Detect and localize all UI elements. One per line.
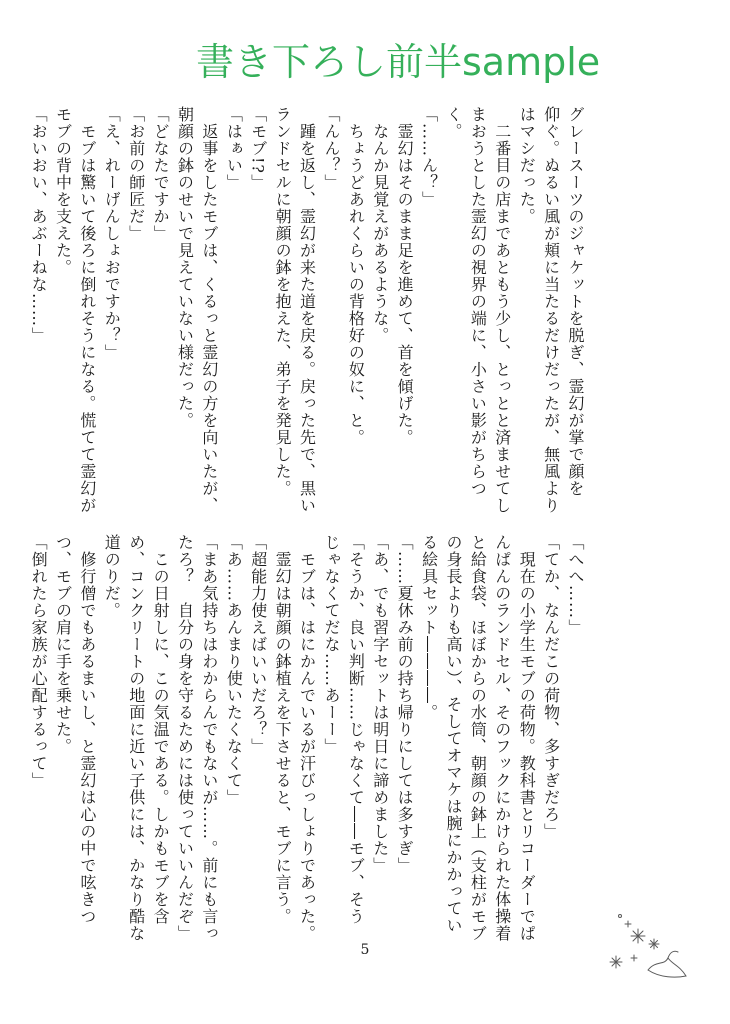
text-line: ランドセルに朝顔の鉢を抱えた、弟子を発見した。 bbox=[273, 106, 293, 497]
text-line: つ、モブの肩に手を乗せた。 bbox=[53, 534, 73, 755]
text-line: んぱんのランドセル、そのフックにかけられた体操着 bbox=[492, 534, 512, 942]
text-line: め、コンクリートの地面に近い子供には、かなり酷な bbox=[126, 534, 146, 942]
text-line: と給食袋、ほぼからの水筒、朝顔の鉢上（支柱がモブ bbox=[468, 534, 488, 942]
text-line: 「モブ!?」 bbox=[248, 106, 268, 192]
text-line: 「どなたですか」 bbox=[151, 106, 171, 242]
text-line: 「はぁい」 bbox=[224, 106, 244, 191]
text-block-lower bbox=[29, 534, 587, 942]
text-line: たろ？ 自分の身を守るためには使っていいんだぞ」 bbox=[175, 534, 195, 942]
text-line: 現在の小学生モブの荷物。教科書とリコーダーでぱ bbox=[517, 534, 537, 942]
text-line: 「超能力使えばいいだろ？」 bbox=[248, 534, 268, 755]
text-line: 仰ぐ。ぬるい風が頬に当たるだけだったが、無風より bbox=[541, 106, 561, 514]
text-block-upper bbox=[29, 106, 587, 514]
text-line: モブの背中を支えた。 bbox=[53, 106, 73, 276]
text-line: まおうとした霊幻の視界の端に、小さい影がちらつ bbox=[468, 106, 488, 497]
text-line: 踵を返し、霊幻が来た道を戻る。戻った先で、黒い bbox=[297, 106, 317, 514]
text-line: 「え、れーげんしょおですか？」 bbox=[102, 106, 122, 361]
text-line: 「そうか、良い判断……じゃなくて――モブ、そう bbox=[346, 534, 366, 925]
text-line: 「倒れたら家族が心配するって」 bbox=[29, 534, 49, 789]
text-line: の身長よりも高い）、そしてオマケは腕にかかってい bbox=[443, 534, 463, 934]
text-line: 返事をしたモブは、くるっと霊幻の方を向いたが、 bbox=[199, 106, 219, 514]
text-line: 「おいおい、あぶーねな……」 bbox=[29, 106, 49, 344]
text-line: 朝顔の鉢のせいで見えていない様だった。 bbox=[175, 106, 195, 429]
text-line: 二番目の店まであともう少し、とっとと済ませてし bbox=[492, 106, 512, 514]
text-line: 「あ、でも習字セットは明日に諦めました」 bbox=[370, 534, 390, 874]
text-line: 「てか、なんだこの荷物、多すぎだろ」 bbox=[541, 534, 561, 840]
page-number: 5 bbox=[360, 942, 370, 958]
text-line: く。 bbox=[443, 106, 463, 140]
text-line: 「お前の師匠だ」 bbox=[126, 106, 146, 242]
text-line: 修行僧でもあるまいし、と霊幻は心の中で呟きつ bbox=[77, 534, 97, 925]
text-line: 「へへ……」 bbox=[566, 534, 585, 636]
text-line: 「まあ気持ちはわからんでもないが……。前にも言っ bbox=[199, 534, 219, 942]
page-title: 書き下ろし前半sample bbox=[196, 40, 601, 84]
text-line: ちょうどあれくらいの背格好の奴に、と。 bbox=[346, 106, 366, 446]
text-line: 「んん？」 bbox=[321, 106, 341, 191]
text-line: モブは驚いて後ろに倒れそうになる。慌てて霊幻が bbox=[77, 106, 97, 514]
text-line: グレースーツのジャケットを脱ぎ、霊幻が掌で顔を bbox=[566, 106, 585, 497]
text-line: 「……ん？」 bbox=[419, 106, 439, 208]
text-line: 「あ……あんまり使いたくなくて」 bbox=[224, 534, 244, 806]
sparkle-decoration-icon bbox=[598, 906, 698, 986]
text-line: はマシだった。 bbox=[517, 106, 537, 225]
text-line: じゃなくてだな……あーー」 bbox=[321, 534, 341, 755]
text-line: 霊幻はそのまま足を進めて、首を傾げた。 bbox=[395, 106, 415, 446]
text-line: る絵具セット――――。 bbox=[419, 534, 439, 721]
text-line: 「……夏休み前の持ち帰りにしては多すぎ」 bbox=[395, 534, 415, 874]
text-line: なんか見覚えがあるような。 bbox=[370, 106, 390, 344]
text-line: 道のりだ。 bbox=[102, 534, 122, 619]
text-line: モブは、はにかんでいるが汗びっしょりであった。 bbox=[297, 534, 317, 942]
text-line: 霊幻は朝顔の鉢植えを下させると、モブに言う。 bbox=[273, 534, 293, 925]
text-line: この日射しに、この気温である。しかもモブを含 bbox=[151, 534, 171, 925]
